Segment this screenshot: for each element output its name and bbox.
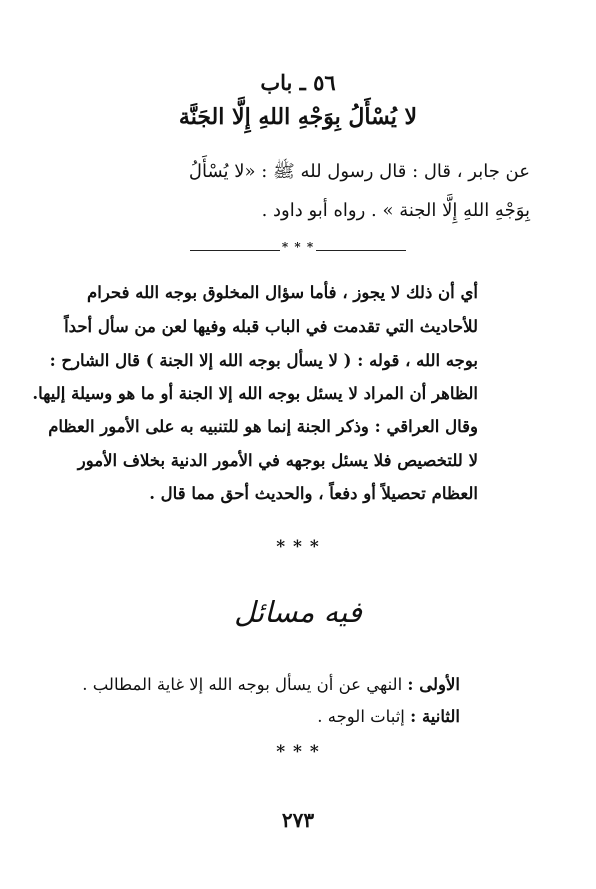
issue-text: النهي عن أن يسأل بوجه الله إلا غاية المطالب . [82,675,403,694]
commentary-line: لا للتخصيص فلا يسئل بوجهه في الأمور الدنية بخلاف الأمور [77,451,478,470]
chapter-title: لا يُسْأَلُ بِوَجْهِ اللهِ إِلَّا الجَنَّة [178,104,418,130]
commentary-text [32,283,478,523]
separator-stars: * * * [281,240,315,254]
issue-label: الأولى : [407,675,460,694]
commentary-line: وقال العراقي : وذكر الجنة إنما هو للتنبيه به على الأمور العظام [48,417,478,436]
issue-item [317,707,460,726]
separator-rule-right [316,250,406,251]
end-stars: * * * [276,742,320,762]
commentary-line: العظام تحصيلاً أو دفعاً ، والحديث أحق مما قال . [149,484,478,503]
commentary-line: للأحاديث التي تقدمت في الباب قبله وفيها لعن من سأل أحداً [64,317,478,336]
chapter-number: ٥٦ ـ باب [260,70,336,95]
hadith-line: عن جابر ، قال : قال رسول لله ﷺ : «لا يُسْأَلُ [188,161,530,182]
issues-list [70,675,460,735]
section-divider-stars: * * * [276,537,320,557]
commentary-line: أي أن ذلك لا يجوز ، فأما سؤال المخلوق بوجه الله فحرام [87,283,478,302]
commentary-line: الظاهر أن المراد لا يسئل بوجه الله إلا الجنة أو ما هو وسيلة إليها. [32,384,478,403]
commentary-line: بوجه الله ، قوله : ( لا يسأل بوجه الله إلا الجنة ) قال الشارح : [49,351,478,370]
page-number: ٢٧٣ [281,808,315,832]
hadith-line: بِوَجْهِ اللهِ إِلَّا الجنة » . رواه أبو داود . [261,200,530,221]
issue-item [82,675,460,694]
issue-label: الثانية : [410,707,460,726]
masail-heading: فيه مسائل [234,595,362,629]
hadith-text [70,160,530,240]
issue-text: إثبات الوجه . [317,707,405,726]
